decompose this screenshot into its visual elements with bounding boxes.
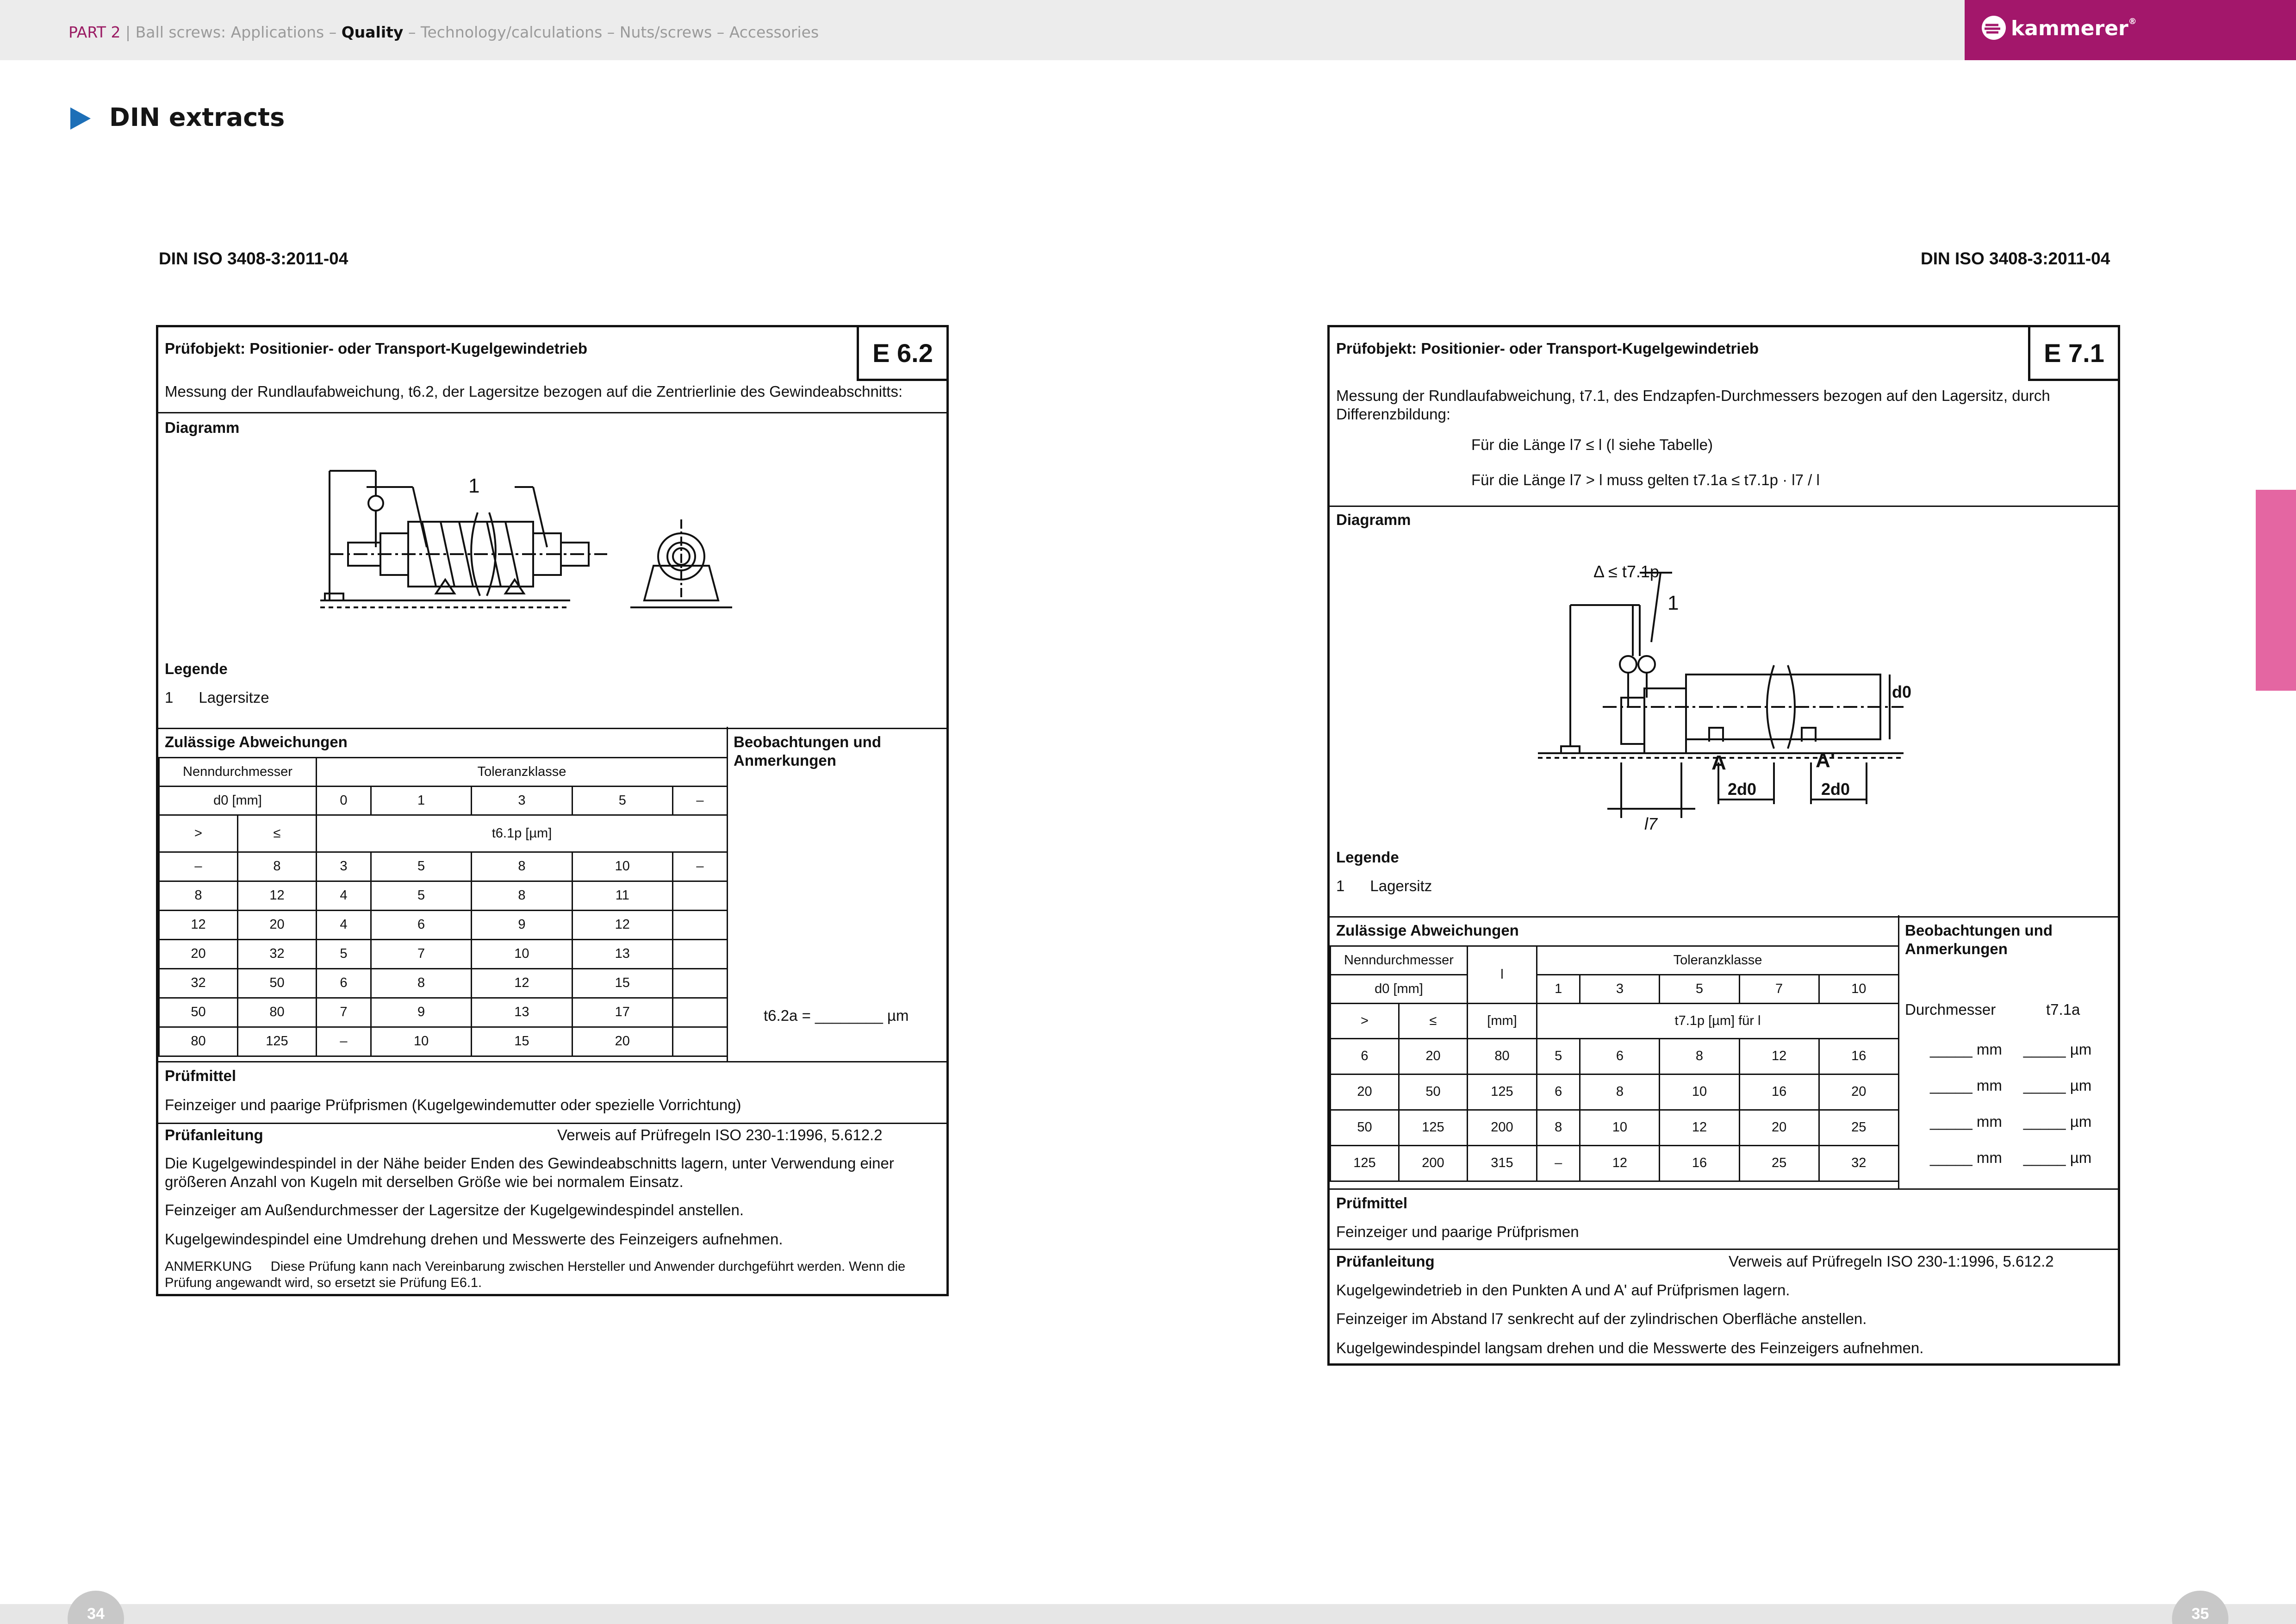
right-diagram-d0: d0: [1892, 682, 1912, 701]
table-cell: 8: [371, 969, 471, 998]
table-cell: 50: [1399, 1074, 1468, 1110]
table-class: 3: [472, 787, 572, 815]
right-notes-col-t: t7.1a: [2046, 1001, 2080, 1018]
table-cell: –: [159, 852, 238, 881]
table-cell: 20: [238, 911, 317, 940]
left-instruments: Feinzeiger und paarige Prüfprismen (Kugelgewindemutter oder spezielle Vorrichtung): [165, 1096, 741, 1113]
table-cell: 13: [572, 940, 672, 969]
table-row: [1331, 1146, 1899, 1181]
left-runout-diagram: [320, 468, 783, 617]
right-measurement: Messung der Rundlaufabweichung, t7.1, des Endzapfen-Durchmessers bezogen auf den Lagersitz, durch Differenzbildung:: [1336, 387, 2050, 423]
table-cell: 32: [159, 969, 238, 998]
table-cell: 80: [159, 1027, 238, 1056]
table-cell: 7: [371, 940, 471, 969]
divider: [158, 1123, 946, 1124]
table-cell: 6: [371, 911, 471, 940]
breadcrumb-part[interactable]: PART 2: [68, 23, 121, 41]
table-cell: 12: [1739, 1039, 1819, 1074]
table-cell: 10: [472, 940, 572, 969]
table-class: 10: [1819, 975, 1898, 1004]
left-result-field[interactable]: t6.2a = ________ µm: [764, 1007, 909, 1024]
breadcrumb-active[interactable]: Quality: [341, 23, 404, 41]
left-test-object: Prüfobjekt: Positionier- oder Transport-Kugelgewindetrieb: [165, 340, 588, 357]
section-title: DIN extracts: [109, 103, 285, 132]
table-row: [1331, 1110, 1899, 1146]
table-cell: 12: [159, 911, 238, 940]
left-procedure-p3: Kugelgewindespindel eine Umdrehung drehen und Messwerte des Feinzeigers aufnehmen.: [165, 1230, 783, 1248]
table-cell: 5: [317, 940, 371, 969]
table-cell: 6: [317, 969, 371, 998]
table-cell: 6: [1331, 1039, 1399, 1074]
table-cell: 32: [238, 940, 317, 969]
table-cell: 315: [1468, 1146, 1537, 1181]
left-tolerance-table: [158, 757, 728, 1057]
left-tolerances-label: Zulässige Abweichungen: [165, 733, 348, 750]
breadcrumb-after[interactable]: – Technology/calculations – Nuts/screws – Accessories: [408, 23, 819, 41]
divider: [158, 728, 946, 729]
table-cell: 25: [1819, 1110, 1898, 1146]
right-test-code: E 7.1: [2028, 327, 2118, 381]
table-class: 3: [1580, 975, 1660, 1004]
kammerer-logo-icon: [1980, 14, 2008, 42]
table-cell: 80: [1468, 1039, 1537, 1074]
right-condition-1: Für die Länge l7 ≤ l (l siehe Tabelle): [1471, 436, 1713, 453]
breadcrumb-before[interactable]: Ball screws: Applications –: [135, 23, 337, 41]
table-header-l-unit: [mm]: [1468, 1004, 1537, 1039]
table-cell: 32: [1819, 1146, 1898, 1181]
table-cell: 16: [1660, 1146, 1739, 1181]
breadcrumb-separator: |: [125, 23, 131, 41]
right-notes-line[interactable]: _____ mm _____ µm: [1930, 1149, 2092, 1166]
table-cell: 8: [472, 881, 572, 911]
table-cell: [672, 940, 727, 969]
table-cell: 4: [317, 881, 371, 911]
table-header-gt: >: [1331, 1004, 1399, 1039]
right-legend-label: Legende: [1336, 849, 1399, 866]
divider: [158, 1061, 946, 1062]
table-cell: 6: [1537, 1074, 1580, 1110]
registered-mark: ®: [2128, 17, 2137, 26]
table-cell: –: [1537, 1146, 1580, 1181]
table-cell: –: [672, 852, 727, 881]
table-cell: [672, 998, 727, 1027]
table-header-d0: d0 [mm]: [1331, 975, 1468, 1004]
table-cell: 50: [238, 969, 317, 998]
left-doc-number: DIN ISO 3408-3:2011-04: [159, 249, 348, 268]
table-cell: 125: [238, 1027, 317, 1056]
table-cell: 8: [472, 852, 572, 881]
table-cell: [672, 969, 727, 998]
table-cell: 9: [371, 998, 471, 1027]
table-class: 5: [572, 787, 672, 815]
left-instruments-label: Prüfmittel: [165, 1067, 236, 1084]
right-procedure-label: Prüfanleitung: [1336, 1253, 1435, 1270]
table-cell: 10: [572, 852, 672, 881]
right-doc-number: DIN ISO 3408-3:2011-04: [1921, 249, 2110, 268]
left-procedure-p1: Die Kugelgewindespindel in der Nähe beider Enden des Gewindeabschnitts lagern, unter Verwendung einer größeren Anzahl von Kugeln mit derselben Größe wie bei normalem Einsatz.: [165, 1155, 894, 1191]
table-class: 5: [1660, 975, 1739, 1004]
right-diagram-delta: Δ ≤ t7.1p: [1593, 562, 1659, 581]
page-number-right: 35: [2172, 1591, 2228, 1624]
table-header-le: ≤: [1399, 1004, 1468, 1039]
table-row: [1331, 1039, 1899, 1074]
table-class: 1: [1537, 975, 1580, 1004]
table-cell: 9: [472, 911, 572, 940]
table-cell: 5: [1537, 1039, 1580, 1074]
table-cell: 20: [1739, 1110, 1819, 1146]
table-cell: 200: [1468, 1110, 1537, 1146]
divider: [1330, 1188, 2118, 1190]
table-row: [159, 1027, 728, 1056]
left-notes-label: Beobachtungen und Anmerkungen: [734, 733, 881, 769]
left-procedure-label: Prüfanleitung: [165, 1126, 263, 1143]
table-cell: 4: [317, 911, 371, 940]
right-diagram-a2: A': [1816, 749, 1836, 772]
table-header-le: ≤: [238, 815, 317, 852]
table-row: [1331, 1074, 1899, 1110]
table-cell: 10: [1660, 1074, 1739, 1110]
page-number-left: 34: [68, 1591, 124, 1624]
table-cell: 50: [1331, 1110, 1399, 1146]
table-cell: 15: [472, 1027, 572, 1056]
table-cell: 8: [238, 852, 317, 881]
right-tolerance-table: [1330, 945, 1899, 1182]
table-header-class: Toleranzklasse: [1537, 946, 1899, 975]
table-cell: 10: [1580, 1110, 1660, 1146]
table-cell: 25: [1739, 1146, 1819, 1181]
table-header-d0: d0 [mm]: [159, 787, 317, 815]
table-row: [159, 998, 728, 1027]
table-header-gt: >: [159, 815, 238, 852]
right-notes-label: Beobachtungen und Anmerkungen: [1905, 922, 2053, 958]
brand-name[interactable]: kammerer®: [2011, 17, 2137, 40]
right-notes-line[interactable]: _____ mm _____ µm: [1930, 1077, 2092, 1094]
right-procedure-ref: Verweis auf Prüfregeln ISO 230-1:1996, 5.612.2: [1729, 1253, 2054, 1270]
table-cell: 16: [1819, 1039, 1898, 1074]
right-notes-line[interactable]: _____ mm _____ µm: [1930, 1041, 2092, 1058]
table-row: [159, 911, 728, 940]
table-cell: 20: [159, 940, 238, 969]
right-instruments: Feinzeiger und paarige Prüfprismen: [1336, 1223, 1579, 1240]
left-diagram-label: Diagramm: [165, 419, 240, 436]
table-cell: 7: [317, 998, 371, 1027]
divider: [158, 412, 946, 413]
table-cell: 50: [159, 998, 238, 1027]
table-cell: 15: [572, 969, 672, 998]
section-arrow-icon: [70, 107, 91, 130]
table-cell: 5: [371, 852, 471, 881]
table-cell: 5: [371, 881, 471, 911]
table-cell: 125: [1399, 1110, 1468, 1146]
table-header-l: l: [1468, 946, 1537, 1004]
right-diagram-2d0-a: 2d0: [1728, 780, 1757, 799]
right-diagram-2d0-b: 2d0: [1821, 780, 1850, 799]
table-cell: 200: [1399, 1146, 1468, 1181]
right-notes-col-diameter: Durchmesser: [1905, 1001, 1996, 1018]
table-cell: 12: [1660, 1110, 1739, 1146]
side-tab-marker: [2256, 490, 2296, 691]
table-header-class: Toleranzklasse: [317, 758, 728, 787]
right-legend-item: 1 Lagersitz: [1336, 877, 1432, 894]
left-note: ANMERKUNG Diese Prüfung kann nach Vereinbarung zwischen Hersteller und Anwender durchgeführt werden. Wenn die Prüfung angewandt wird, so ersetzt sie Prüfung E6.1.: [165, 1259, 909, 1291]
table-cell: 10: [371, 1027, 471, 1056]
table-cell: 125: [1468, 1074, 1537, 1110]
divider: [1330, 506, 2118, 507]
table-class: 0: [317, 787, 371, 815]
table-cell: 20: [1399, 1039, 1468, 1074]
table-class: 7: [1739, 975, 1819, 1004]
right-test-sheet: [1327, 325, 2120, 1366]
breadcrumb: [68, 23, 819, 41]
table-cell: [672, 911, 727, 940]
right-procedure-p3: Kugelgewindespindel langsam drehen und die Messwerte des Feinzeigers aufnehmen.: [1336, 1339, 1924, 1356]
right-test-object: Prüfobjekt: Positionier- oder Transport-Kugelgewindetrieb: [1336, 340, 1759, 357]
table-cell: 12: [238, 881, 317, 911]
table-header-nominal: Nenndurchmesser: [159, 758, 317, 787]
table-cell: 13: [472, 998, 572, 1027]
table-cell: 16: [1739, 1074, 1819, 1110]
left-legend-item: 1 Lagersitze: [165, 689, 269, 706]
divider: [1330, 1249, 2118, 1250]
table-cell: 8: [1580, 1074, 1660, 1110]
table-cell: 12: [472, 969, 572, 998]
table-row: [159, 969, 728, 998]
left-test-code: E 6.2: [857, 327, 946, 381]
table-cell: 20: [572, 1027, 672, 1056]
table-cell: 8: [159, 881, 238, 911]
table-cell: 20: [1331, 1074, 1399, 1110]
right-diagram-label: Diagramm: [1336, 511, 1411, 528]
right-diagram-a: A: [1711, 751, 1726, 774]
right-tolerances-label: Zulässige Abweichungen: [1336, 922, 1519, 939]
right-procedure-p1: Kugelgewindetrieb in den Punkten A und A' auf Prüfprismen lagern.: [1336, 1281, 1790, 1299]
right-condition-2: Für die Länge l7 > l muss gelten t7.1a ≤ t7.1p · l7 / l: [1471, 471, 1820, 488]
table-class: 1: [371, 787, 471, 815]
table-row: [159, 852, 728, 881]
table-cell: 17: [572, 998, 672, 1027]
table-row: [159, 940, 728, 969]
table-cell: 3: [317, 852, 371, 881]
table-cell: [672, 881, 727, 911]
table-cell: [672, 1027, 727, 1056]
table-header-nominal: Nenndurchmesser: [1331, 946, 1468, 975]
footer-bar: [0, 1604, 2296, 1624]
right-procedure-p2: Feinzeiger im Abstand l7 senkrecht auf der zylindrischen Oberfläche anstellen.: [1336, 1310, 1867, 1327]
left-procedure-p2: Feinzeiger am Außendurchmesser der Lagersitze der Kugelgewindespindel anstellen.: [165, 1201, 744, 1218]
table-cell: 11: [572, 881, 672, 911]
left-legend-label: Legende: [165, 660, 228, 677]
table-unit-row: t7.1p [µm] für l: [1537, 1004, 1899, 1039]
divider: [1330, 916, 2118, 918]
table-cell: 8: [1660, 1039, 1739, 1074]
right-diagram-l7: l7: [1644, 814, 1658, 833]
table-class: –: [672, 787, 727, 815]
right-diagram-callout: 1: [1668, 592, 1679, 614]
table-cell: 8: [1537, 1110, 1580, 1146]
right-instruments-label: Prüfmittel: [1336, 1194, 1408, 1212]
table-cell: 20: [1819, 1074, 1898, 1110]
left-procedure-ref: Verweis auf Prüfregeln ISO 230-1:1996, 5.612.2: [557, 1126, 883, 1143]
left-test-sheet: [156, 325, 949, 1296]
right-runout-diagram: [1533, 559, 1922, 846]
left-diagram-callout: 1: [468, 475, 480, 497]
table-cell: 80: [238, 998, 317, 1027]
table-cell: 12: [1580, 1146, 1660, 1181]
table-row: [159, 881, 728, 911]
left-measurement: Messung der Rundlaufabweichung, t6.2, der Lagersitze bezogen auf die Zentrierlinie des Gewindeabschnitts:: [165, 383, 903, 400]
table-cell: 12: [572, 911, 672, 940]
table-unit-row: t6.1p [µm]: [317, 815, 728, 852]
table-cell: 6: [1580, 1039, 1660, 1074]
table-cell: 125: [1331, 1146, 1399, 1181]
right-notes-line[interactable]: _____ mm _____ µm: [1930, 1113, 2092, 1130]
table-cell: –: [317, 1027, 371, 1056]
